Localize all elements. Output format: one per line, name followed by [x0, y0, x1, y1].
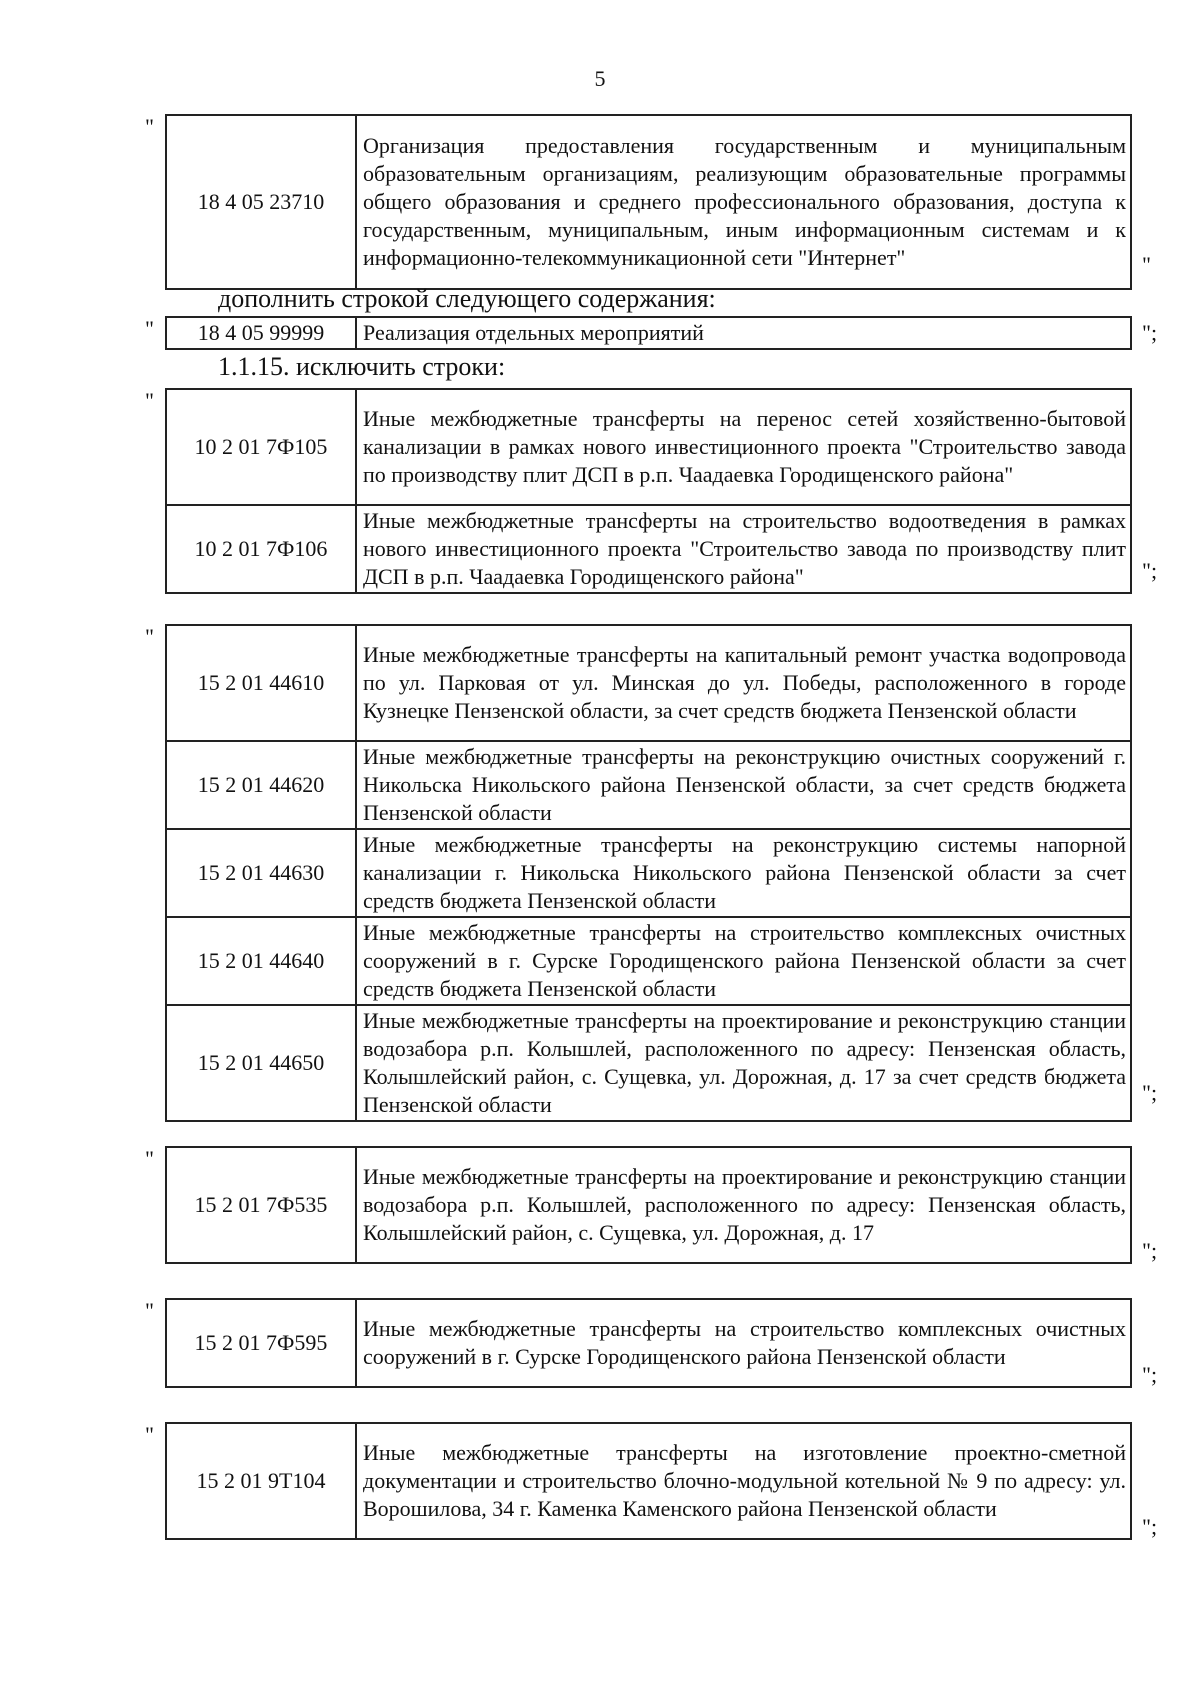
- amendment-block-6: [165, 1298, 1132, 1388]
- expense-description: Иные межбюджетные трансферты на реконструкцию очистных сооружений г. Никольска Никольского района Пензенской области, за счет средств бюджета Пензенской области: [356, 741, 1131, 829]
- amendment-block-7: [165, 1422, 1132, 1540]
- closing-quote-semicolon: ";: [1142, 320, 1158, 345]
- expense-description: Иные межбюджетные трансферты на проектирование и реконструкцию станции водозабора р.п. Колышлей, расположенного по адресу: Пензенская область, Колышлейский район, с. Сущевка, ул. Дорожная, д. 17 за счет средств бюджета Пензенской области: [356, 1005, 1131, 1121]
- expense-description: Иные межбюджетные трансферты на проектирование и реконструкцию станции водозабора р.п. Колышлей, расположенного по адресу: Пензенская область, Колышлейский район, с. Сущевка, ул. Дорожная, д. 17: [356, 1147, 1131, 1263]
- amendment-block-4: [165, 624, 1132, 1122]
- expense-description: Иные межбюджетные трансферты на перенос сетей хозяйственно-бытовой канализации в рамках нового инвестиционного проекта "Строительство завода по производству плит ДСП в р.п. Чаадаевка Городищенского района": [356, 389, 1131, 505]
- table-row: [166, 741, 1131, 829]
- amendment-block-3: [165, 388, 1132, 594]
- budget-code: 15 2 01 7Ф595: [166, 1299, 356, 1387]
- budget-code: 15 2 01 9Т104: [166, 1423, 356, 1539]
- budget-code: 15 2 01 44620: [166, 741, 356, 829]
- expense-description: Иные межбюджетные трансферты на изготовление проектно-сметной документации и строительство блочно-модульной котельной № 9 по адресу: ул. Ворошилова, 34 г. Каменка Каменского района Пензенской области: [356, 1423, 1131, 1539]
- budget-code: 15 2 01 7Ф535: [166, 1147, 356, 1263]
- table-row: [166, 1005, 1131, 1121]
- budget-code: 10 2 01 7Ф106: [166, 505, 356, 593]
- closing-quote: ": [1142, 252, 1151, 277]
- opening-quote: ": [145, 1298, 154, 1323]
- table-row: [166, 1147, 1131, 1263]
- budget-code-table-1: [165, 114, 1132, 290]
- budget-code-table-4: [165, 624, 1132, 1122]
- closing-quote-semicolon: ";: [1142, 1080, 1158, 1105]
- opening-quote: ": [145, 1422, 154, 1447]
- opening-quote: ": [145, 388, 154, 413]
- closing-quote-semicolon: ";: [1142, 558, 1158, 583]
- instruction-add-row: дополнить строкой следующего содержания:: [218, 284, 716, 313]
- budget-code: 15 2 01 44650: [166, 1005, 356, 1121]
- amendment-block-1: [165, 114, 1132, 290]
- expense-description: Иные межбюджетные трансферты на строительство водоотведения в рамках нового инвестиционного проекта "Строительство завода по производству плит ДСП в р.п. Чаадаевка Городищенского района": [356, 505, 1131, 593]
- budget-code: 15 2 01 44630: [166, 829, 356, 917]
- opening-quote: ": [145, 624, 154, 649]
- table-row: [166, 1299, 1131, 1387]
- opening-quote: ": [145, 316, 154, 341]
- closing-quote-semicolon: ";: [1142, 1238, 1158, 1263]
- budget-code-table-6: [165, 1298, 1132, 1388]
- budget-code: 15 2 01 44610: [166, 625, 356, 741]
- budget-code: 18 4 05 23710: [166, 115, 356, 289]
- table-row: [166, 115, 1131, 289]
- table-row: [166, 1423, 1131, 1539]
- page-number: 5: [594, 66, 606, 91]
- table-row: [166, 625, 1131, 741]
- amendment-block-5: [165, 1146, 1132, 1264]
- closing-quote-semicolon: ";: [1142, 1514, 1158, 1539]
- budget-code-table-5: [165, 1146, 1132, 1264]
- expense-description: Иные межбюджетные трансферты на реконструкцию системы напорной канализации г. Никольска Никольского района Пензенской области за счет средств бюджета Пензенской области: [356, 829, 1131, 917]
- budget-code: 10 2 01 7Ф105: [166, 389, 356, 505]
- table-row: [166, 389, 1131, 505]
- opening-quote: ": [145, 114, 154, 139]
- table-row: [166, 917, 1131, 1005]
- instruction-exclude-rows: 1.1.15. исключить строки:: [218, 352, 506, 381]
- opening-quote: ": [145, 1146, 154, 1171]
- closing-quote-semicolon: ";: [1142, 1362, 1158, 1387]
- expense-description: Иные межбюджетные трансферты на строительство комплексных очистных сооружений в г. Сурске Городищенского района Пензенской области: [356, 1299, 1131, 1387]
- budget-code: 15 2 01 44640: [166, 917, 356, 1005]
- expense-description: Реализация отдельных мероприятий: [356, 317, 1131, 349]
- table-row: [166, 505, 1131, 593]
- expense-description: Иные межбюджетные трансферты на строительство комплексных очистных сооружений в г. Сурске Городищенского района Пензенской области за счет средств бюджета Пензенской области: [356, 917, 1131, 1005]
- budget-code: 18 4 05 99999: [166, 317, 356, 349]
- table-row: [166, 317, 1131, 349]
- expense-description: Иные межбюджетные трансферты на капитальный ремонт участка водопровода по ул. Парковая от ул. Минская до ул. Победы, расположенного в городе Кузнецке Пензенской области, за счет средств бюджета Пензенской области: [356, 625, 1131, 741]
- amendment-block-2: [165, 316, 1132, 350]
- budget-code-table-2: [165, 316, 1132, 350]
- budget-code-table-3: [165, 388, 1132, 594]
- budget-code-table-7: [165, 1422, 1132, 1540]
- table-row: [166, 829, 1131, 917]
- expense-description: Организация предоставления государственным и муниципальным образовательным организациям, реализующим образовательные программы общего образования и среднего профессионального образования, доступа к государственным, муниципальным, иным информационным системам и к информационно-телекоммуникационной сети "Интернет": [356, 115, 1131, 289]
